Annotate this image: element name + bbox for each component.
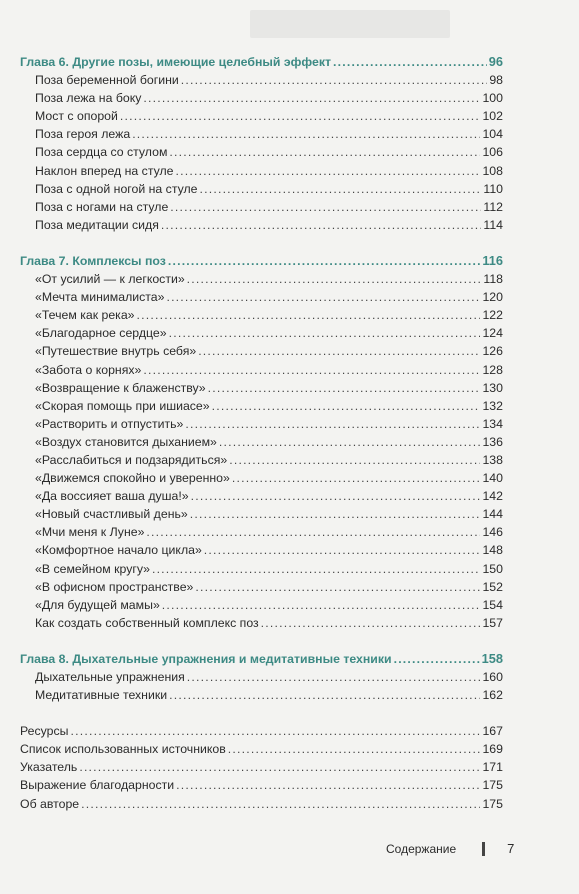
dot-leader [170,198,481,216]
back-matter-entry-label: Ресурсы [20,724,69,739]
dot-leader [146,523,480,541]
dot-leader [169,143,480,161]
chapter-heading [20,53,503,71]
dot-leader [120,107,481,125]
back-matter-entry-label: Выражение благодарности [20,778,175,793]
toc-entry-label: «Расслабиться и подзарядиться» [35,452,228,467]
toc-entry [20,143,503,161]
toc-entry-label: Поза медитации сидя [35,217,159,232]
toc-entry [20,288,503,306]
dot-leader [152,560,481,578]
toc-entry [20,487,503,505]
toc-entry [20,180,503,198]
toc-entry-page: 140 [482,471,503,486]
toc-entry [20,89,503,107]
toc-entry-page: 126 [482,344,503,359]
footer-divider-bar [482,842,485,856]
toc-entry [20,560,503,578]
toc-entry [20,415,503,433]
toc-entry [20,216,503,234]
back-matter-entry-page: 169 [482,742,503,757]
toc-entry [20,361,503,379]
toc-entry [20,306,503,324]
dot-leader [261,614,481,632]
toc-entry-label: Поза сердца со стулом [35,145,168,160]
toc-entry-label: «Растворить и отпустить» [35,416,184,431]
toc-entry-page: 132 [482,398,503,413]
toc-entry-label: Поза с ногами на стуле [35,199,169,214]
toc-entry-page: 144 [482,507,503,522]
dot-leader [169,686,480,704]
toc-entry-page: 148 [482,543,503,558]
toc-entry-label: «Забота о корнях» [35,362,142,377]
toc-entry-page: 114 [483,217,503,232]
chapter-heading [20,650,503,668]
toc-entry-page: 160 [482,670,503,684]
toc-entry [20,505,503,523]
dot-leader [81,795,480,813]
toc-entry-label: «Движемся спокойно и уверенно» [35,471,230,486]
toc-entry-page: 162 [482,688,503,703]
dot-leader [185,415,480,433]
back-matter-entry-label: Указатель [20,760,78,775]
toc-entry-page: 124 [482,326,503,341]
back-matter-entry-page: 175 [482,778,503,793]
toc-entry-label: Мост с опорой [35,109,118,124]
toc-entry-label: Поза беременной богини [35,73,179,88]
toc-entry-page: 130 [482,380,503,395]
toc-entry-page: 150 [482,561,503,576]
back-matter-entry [20,795,503,813]
toc-entry-page: 128 [482,362,503,377]
toc-entry-page: 146 [482,525,503,540]
section-gap [20,632,503,650]
dot-leader [333,53,487,71]
toc-entry-page: 120 [482,290,503,305]
toc-entry [20,270,503,288]
chapter-heading [20,252,503,270]
dot-leader [199,180,481,198]
dot-leader [394,650,480,668]
toc-entry-label: «Воздух становится дыханием» [35,434,217,449]
back-matter-entry-page: 167 [482,724,503,739]
dot-leader [162,596,481,614]
dot-leader [169,324,481,342]
toc-entry [20,578,503,596]
toc-entry [20,71,503,89]
toc-entry-page: 154 [482,597,503,612]
dot-leader [195,578,480,596]
toc-entry-label: «Мечта минималиста» [35,290,165,305]
toc-entry-label: Наклон вперед на стуле [35,163,174,178]
toc-entry-label: «Да воссияет ваша душа!» [35,489,189,504]
toc-entry-page: 122 [482,308,503,323]
dot-leader [137,306,481,324]
dot-leader [229,451,480,469]
chapter-heading-page: 158 [481,650,503,666]
dot-leader [187,270,482,288]
toc-entry-page: 157 [482,615,503,630]
back-matter-entry-page: 171 [482,760,503,775]
toc-entry-label: «Новый счастливый день» [35,507,188,522]
dot-leader [232,469,481,487]
toc-entry [20,324,503,342]
back-matter-entry-label: Об авторе [20,796,80,811]
chapter-heading-label: Глава 6. Другие позы, имеющие целебный эффект [20,55,332,69]
chapter-heading-page: 116 [482,252,503,268]
toc-entry-page: 136 [482,434,503,449]
toc-entry [20,469,503,487]
toc-entry-label: «Мчи меня к Луне» [35,525,145,540]
dot-leader [198,342,480,360]
section-gap [20,704,503,722]
toc-entry-page: 134 [482,416,503,431]
toc-entry-label: «Для будущей мамы» [35,597,160,612]
dot-leader [166,288,480,306]
toc-entry-label: «Путешествие внутрь себя» [35,344,197,359]
dot-leader [204,541,481,559]
toc-entry-page: 106 [482,145,503,160]
section-gap [20,234,503,252]
toc-entry [20,342,503,360]
toc-entry-page: 100 [482,91,503,106]
toc-entry [20,379,503,397]
back-matter-entry [20,758,503,776]
toc-entry-page: 118 [483,272,503,287]
toc-entry-page: 98 [489,73,503,88]
dot-leader [71,722,481,740]
toc-entry [20,397,503,415]
chapter-heading-label: Глава 7. Комплексы поз [20,253,166,268]
toc-entry-label: Медитативные техники [35,688,168,703]
chapter-heading-page: 96 [488,54,503,69]
dot-leader [212,397,481,415]
dot-leader [219,433,481,451]
show-through-shadow [250,10,450,38]
page-number: 7 [507,841,515,856]
back-matter-entry-page: 175 [482,796,503,811]
toc-entry-label: «Течем как река» [35,308,135,323]
toc-entry-label: «В семейном кругу» [35,561,150,576]
toc-entry [20,596,503,614]
toc-entry-page: 142 [482,489,503,504]
toc-entry-page: 102 [482,109,503,124]
toc-entry [20,451,503,469]
dot-leader [132,125,480,143]
toc-entry-page: 152 [482,579,503,594]
chapter-heading-label: Глава 8. Дыхательные упражнения и медитативные техники [20,651,392,666]
footer-section-label: Содержание [386,841,457,856]
toc-entry-label: «Комфортное начало цикла» [35,543,202,558]
toc-entry-page: 138 [482,452,503,467]
toc-entry [20,523,503,541]
toc-entry-label: Поза героя лежа [35,127,131,142]
dot-leader [143,89,480,107]
dot-leader [208,379,481,397]
toc-entry-label: «От усилий — к легкости» [35,272,185,287]
toc-entry [20,125,503,143]
toc-entry-page: 110 [483,181,503,196]
toc-entry [20,541,503,559]
dot-leader [161,216,482,234]
toc-entry-page: 112 [483,199,503,214]
dot-leader [228,740,481,758]
toc-entry-label: «В офисном пространстве» [35,579,194,594]
toc-entry-label: «Возвращение к блаженству» [35,380,206,395]
toc-entry-label: «Скорая помощь при ишиасе» [35,398,210,413]
dot-leader [79,758,480,776]
dot-leader [181,71,488,89]
dot-leader [176,776,480,794]
dot-leader [191,487,481,505]
toc-entry [20,614,503,632]
toc-entry [20,198,503,216]
toc-entry-label: Поза лежа на боку [35,91,142,106]
back-matter-entry [20,776,503,794]
toc-entry-label: «Благодарное сердце» [35,326,167,341]
toc-entry [20,107,503,125]
toc-entry-label: Дыхательные упражнения [35,670,185,684]
dot-leader [175,162,480,180]
page-footer [386,841,514,856]
dot-leader [190,505,481,523]
toc-entry [20,668,503,686]
table-of-contents [20,53,503,813]
toc-entry [20,433,503,451]
toc-entry-label: Как создать собственный комплекс поз [35,615,259,630]
dot-leader [168,252,481,270]
dot-leader [187,668,481,686]
back-matter-entry [20,740,503,758]
toc-entry [20,162,503,180]
toc-entry-page: 104 [482,127,503,142]
toc-entry-page: 108 [482,163,503,178]
toc-entry [20,686,503,704]
back-matter-entry [20,722,503,740]
toc-entry-label: Поза с одной ногой на стуле [35,181,198,196]
back-matter-entry-label: Список использованных источников [20,742,226,757]
dot-leader [143,361,480,379]
